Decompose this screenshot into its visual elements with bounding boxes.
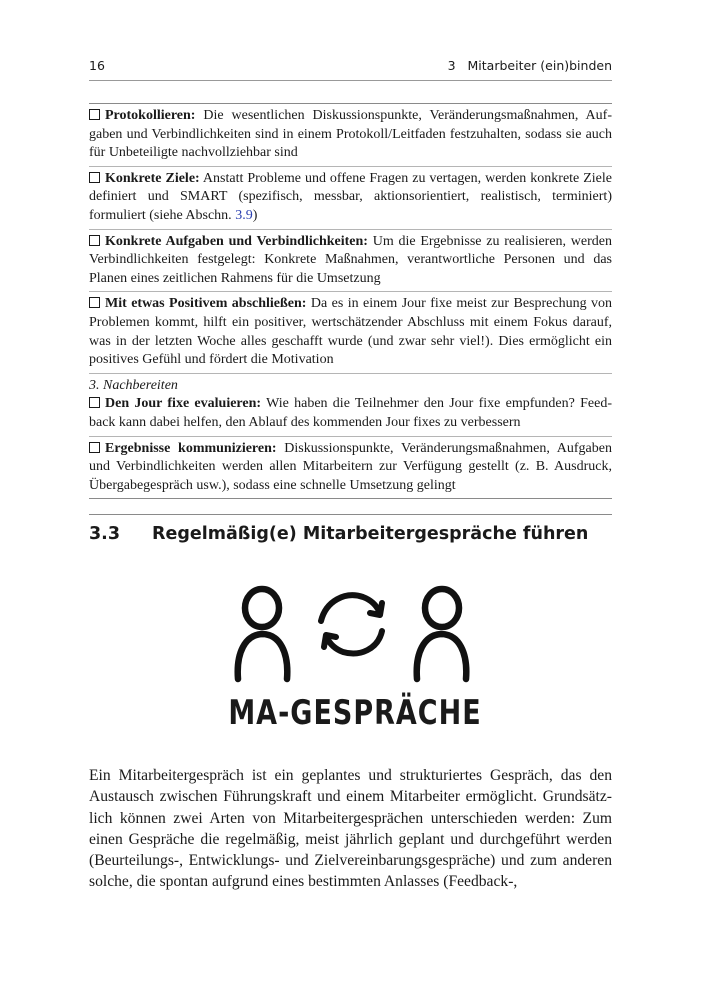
item-text: Wie haben die Teilnehmer den Jour fixe empfunden? Feedback kann dabei helfen, den Ablauf des kommenden Jour fixes zu verbessern [89, 396, 612, 430]
item-text: Da es in einem Jour fixe meist zur Besprechung von Problemen kommt, hilft ein positiver, wertschätzender Abschluss mit einem Fokus darauf, was in der letzten Woche alles geschafft wurde (und zwar sehr viel!). Dies ermöglicht ein positives Gefühl und fördert die Motivation [89, 296, 612, 368]
item-term: Den Jour fixe evaluieren: [105, 396, 262, 412]
section-reference-link[interactable]: 3.9 [235, 207, 253, 223]
person-icon [238, 589, 288, 679]
checklist-item [89, 295, 612, 369]
header-rule [89, 80, 612, 81]
checkbox-icon [89, 235, 100, 246]
person-icon [417, 589, 467, 679]
ma-gespraeche-illustration [210, 575, 500, 745]
checklist-table [89, 103, 612, 499]
checklist-item [89, 395, 612, 432]
checklist-row [89, 167, 612, 230]
checklist-item [89, 440, 612, 496]
item-text-end: ) [252, 207, 258, 223]
section-rule [89, 514, 612, 515]
item-term: Protokollieren: [105, 108, 196, 123]
checklist-item [89, 107, 612, 163]
checkbox-icon [89, 109, 100, 120]
section-heading [89, 524, 612, 544]
checklist-row [89, 230, 612, 293]
phase-label: 3. Nachbereiten [89, 377, 178, 393]
item-term: Konkrete Aufgaben und Verbindlichkeiten: [105, 233, 368, 249]
cycle-arrows-icon [321, 595, 382, 653]
illustration-drawing [210, 575, 500, 695]
body-paragraph: Ein Mitarbeitergespräch ist ein geplantes und strukturiertes Gespräch, das den Austausch zwischen Führungskraft und einem Mitarbeiter ermöglicht. Grundsätzlich können zwei Arten von Mitarbeitergesprächen unterschieden werden: Zum einen Gespräche die regelmäßig, meist jährlich geplant und durchgeführt werden (Beurteilungs-, Entwicklungs- und Zielvereinbarungsgespräche) und zum anderen solche, die spontan aufgrund eines bestimmten Anlasses (Feedback-, [89, 767, 612, 891]
checkbox-icon [89, 297, 100, 308]
running-title: 3 Mitarbeiter (ein)binden [447, 58, 612, 73]
checklist-row [89, 292, 612, 373]
checkbox-icon [89, 397, 100, 408]
page-number: 16 [89, 58, 105, 73]
page-header [89, 58, 612, 80]
item-term: Ergebnisse kommunizieren: [105, 440, 277, 456]
checklist-item [89, 170, 612, 226]
checklist-row [89, 104, 612, 167]
illustration-caption: MA-GESPRÄCHE [228, 694, 482, 733]
checklist-row [89, 374, 612, 437]
item-term: Konkrete Ziele: [105, 170, 200, 186]
section-number: 3.3 [89, 524, 121, 544]
section-title: Regelmäßig(e) Mitarbeitergespräche führen [152, 524, 589, 544]
checkbox-icon [89, 172, 100, 183]
item-term: Mit etwas Positivem abschließen: [105, 296, 307, 312]
checklist-row [89, 437, 612, 500]
checklist-item [89, 233, 612, 289]
item-text: Um die Ergebnisse zu realisieren, werden Verbindlichkeiten festgelegt: Konkrete Maßnahmen, verantwortliche Personen und das Planen eines zeitlichen Rahmens für die Umsetzung [89, 233, 612, 286]
item-text: Diskussionspunkte, Veränderungsmaßnahmen, Aufgaben und Verbindlichkeiten werden allen Mitarbeitern zur Verfügung gestellt (z. B. Ausdruck, Übergabegespräch usw.), sodass eine schnelle Umsetzung gelingt [89, 440, 612, 493]
item-text: Die wesentlichen Diskussionspunkte, Veränderungsmaßnahmen, Aufgaben und Verbindlichkeiten sind in einem Protokoll/Leitfaden festzuhalten, sodass sie auch für Unbeteiligte nachvollziehbar sind [89, 108, 612, 161]
checkbox-icon [89, 442, 100, 453]
item-text: Anstatt Probleme und offene Fragen zu vertagen, werden konkrete Ziele definiert und SMART (spezifisch, messbar, aktionsorientiert, realistisch, terminiert) formuliert (siehe Abschn. [89, 170, 612, 223]
